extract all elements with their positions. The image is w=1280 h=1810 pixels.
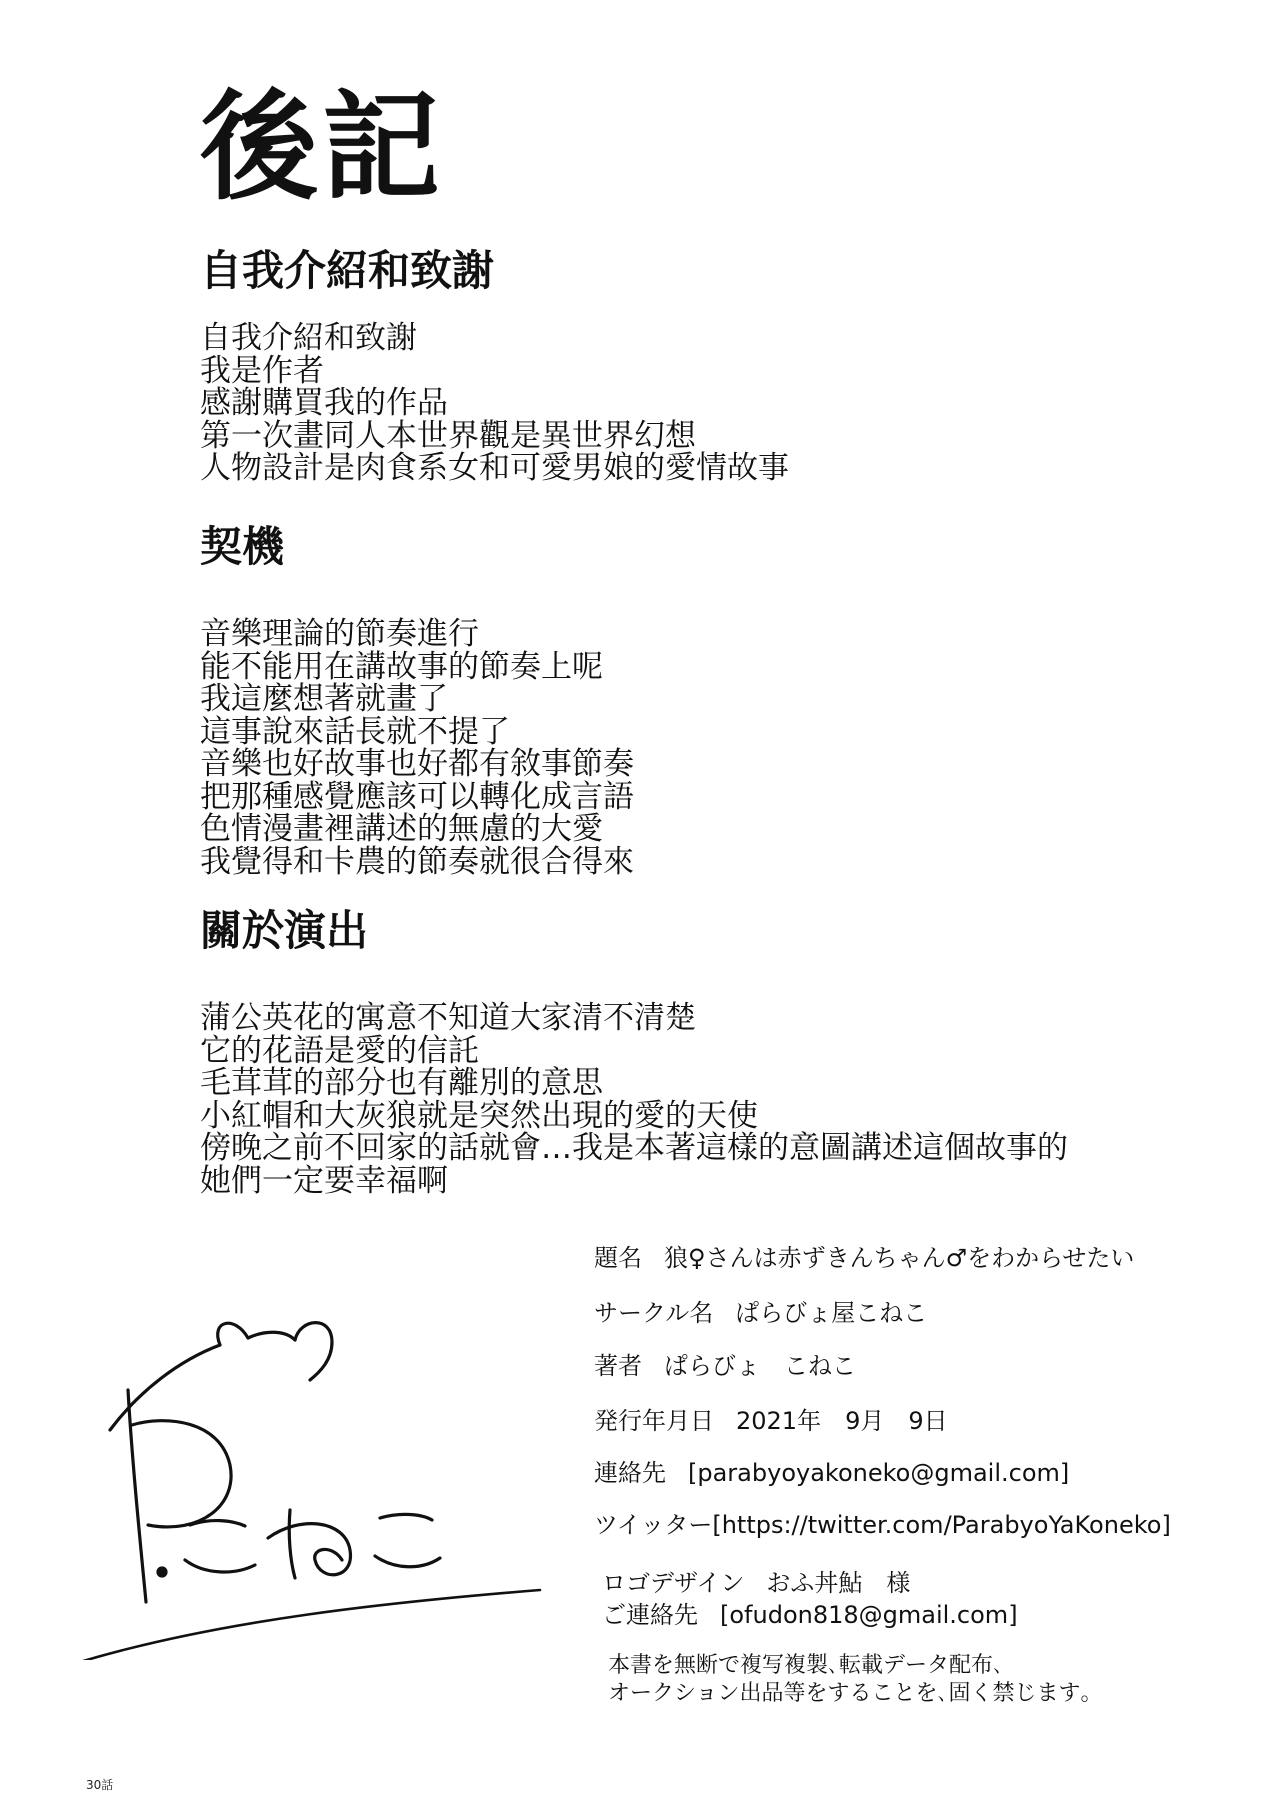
colophon-logo-contact-row (602, 1602, 1018, 1630)
body-line: 自我介紹和致謝 (200, 320, 417, 357)
section-heading: 關於演出 (200, 906, 369, 955)
colophon-title-row (594, 1245, 1134, 1273)
colophon-author-row (594, 1353, 856, 1381)
body-line: 毛茸茸的部分也有離別的意思 (200, 1065, 603, 1102)
body-line: 蒲公英花的寓意不知道大家清不清楚 (200, 1000, 696, 1037)
section-body (200, 322, 789, 485)
body-line: 第一次畫同人本世界觀是異世界幻想 (200, 417, 696, 454)
section-body (200, 618, 634, 878)
body-line: 把那種感覺應該可以轉化成言語 (200, 778, 634, 815)
body-line: 感謝購買我的作品 (200, 385, 448, 422)
colophon-contact-row (594, 1460, 1069, 1488)
colophon-email: [ofudon818@gmail.com] (720, 1601, 1018, 1629)
colophon-label: ロゴデザイン (602, 1569, 745, 1597)
body-line: 能不能用在講故事的節奏上呢 (200, 648, 603, 685)
body-line: 小紅帽和大灰狼就是突然出現的愛的天使 (200, 1097, 758, 1134)
copyright-notice (608, 1652, 1092, 1708)
colophon-date-row (594, 1408, 948, 1436)
colophon-twitter-url: [https://twitter.com/ParabyoYaKoneko] (712, 1511, 1171, 1539)
notice-line: 本書を無断で複写複製､転載データ配布､ (608, 1653, 1005, 1678)
section-heading: 自我介紹和致謝 (200, 246, 495, 295)
section-heading: 契機 (200, 522, 285, 571)
colophon-value: 狼♀さんは赤ずきんちゃん♂をわからせたい (664, 1244, 1135, 1272)
colophon-label: 連絡先 (594, 1459, 666, 1487)
author-signature (70, 1320, 570, 1660)
body-line: 音樂也好故事也好都有敘事節奏 (200, 746, 634, 783)
section-body (200, 1002, 1068, 1197)
body-line: 我是作者 (200, 352, 324, 389)
body-line: 人物設計是肉食系女和可愛男娘的愛情故事 (200, 450, 789, 487)
body-line: 傍晚之前不回家的話就會…我是本著這樣的意圖講述這個故事的 (200, 1130, 1068, 1167)
colophon-label: サークル名 (594, 1299, 714, 1327)
body-line: 這事說來話長就不提了 (200, 713, 510, 750)
body-line: 它的花語是愛的信託 (200, 1032, 479, 1069)
colophon-label: 発行年月日 (594, 1407, 714, 1435)
colophon-circle-row (594, 1300, 927, 1328)
colophon-twitter-row (594, 1512, 1171, 1540)
section-about-direction (200, 908, 1068, 1197)
colophon-value: ぱらびょ屋こねこ (735, 1299, 928, 1327)
notice-line: オークション出品等をすることを､固く禁じます｡ (608, 1681, 1092, 1706)
colophon-value: おふ丼鮎 様 (766, 1569, 911, 1597)
body-line: 我覺得和卡農的節奏就很合得來 (200, 843, 634, 880)
colophon-label: 題名 (594, 1244, 642, 1272)
body-line: 她們一定要幸福啊 (200, 1162, 448, 1199)
colophon-email: [parabyoyakoneko@gmail.com] (688, 1459, 1070, 1487)
colophon-logo-row (602, 1570, 910, 1598)
page-title: 後記 (200, 78, 445, 216)
body-line: 音樂理論的節奏進行 (200, 616, 479, 653)
colophon-value: 2021年 9月 9日 (736, 1407, 948, 1435)
colophon-label: ご連絡先 (602, 1601, 698, 1629)
body-line: 我這麼想著就畫了 (200, 681, 448, 718)
colophon-label: ツイッター (594, 1511, 713, 1539)
section-self-introduction (200, 248, 789, 485)
colophon-label: 著者 (594, 1352, 642, 1380)
section-motivation (200, 524, 634, 878)
page-number: 30話 (86, 1778, 114, 1792)
colophon-value: ぱらびょ こねこ (664, 1352, 856, 1380)
body-line: 色情漫畫裡講述的無慮的大愛 (200, 811, 603, 848)
